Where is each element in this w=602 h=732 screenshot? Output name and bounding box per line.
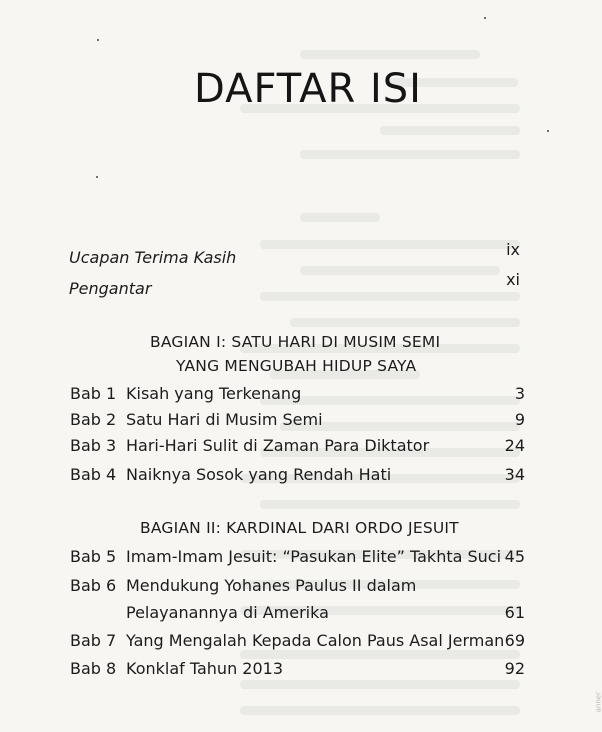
chapter-label: Bab 1 xyxy=(70,384,117,403)
chapter-page: 9 xyxy=(514,410,525,429)
chapter-title: Naiknya Sosok yang Rendah Hati xyxy=(126,465,392,484)
chapter-title-continued: Pelayanannya di Amerika xyxy=(126,603,329,622)
scanner-watermark: anner xyxy=(594,692,602,713)
chapter-label: Bab 7 xyxy=(70,631,117,650)
chapter-label: Bab 5 xyxy=(70,547,117,566)
chapter-label: Bab 2 xyxy=(70,410,117,429)
chapter-title: Imam-Imam Jesuit: “Pasukan Elite” Takhta Suci xyxy=(126,547,502,566)
dust-speck xyxy=(96,176,98,178)
chapter-label: Bab 4 xyxy=(70,465,117,484)
chapter-title: Konklaf Tahun 2013 xyxy=(126,659,284,678)
dust-speck xyxy=(547,130,549,132)
chapter-title: Satu Hari di Musim Semi xyxy=(126,410,323,429)
dust-speck xyxy=(484,17,486,19)
part-heading: YANG MENGUBAH HIDUP SAYA xyxy=(176,357,417,375)
chapter-title: Hari-Hari Sulit di Zaman Para Diktator xyxy=(126,436,430,455)
chapter-label: Bab 6 xyxy=(70,576,117,595)
toc-entry-title: Ucapan Terima Kasih xyxy=(69,248,237,267)
part-heading: BAGIAN II: KARDINAL DARI ORDO JESUIT xyxy=(140,519,459,537)
chapter-page: 3 xyxy=(514,384,525,403)
chapter-label: Bab 8 xyxy=(70,659,117,678)
toc-entry-page: ix xyxy=(506,240,520,259)
chapter-page: 61 xyxy=(504,603,525,622)
chapter-title: Yang Mengalah Kepada Calon Paus Asal Jerman xyxy=(126,631,505,650)
page-title: DAFTAR ISI xyxy=(194,66,422,112)
chapter-title: Kisah yang Terkenang xyxy=(126,384,302,403)
chapter-page: 92 xyxy=(504,659,525,678)
chapter-title: Mendukung Yohanes Paulus II dalam xyxy=(126,576,417,595)
chapter-page: 34 xyxy=(504,465,525,484)
toc-entry-title: Pengantar xyxy=(69,279,152,298)
chapter-page: 45 xyxy=(504,547,525,566)
part-heading: BAGIAN I: SATU HARI DI MUSIM SEMI xyxy=(150,333,441,351)
chapter-page: 24 xyxy=(504,436,525,455)
chapter-page: 69 xyxy=(504,631,525,650)
chapter-label: Bab 3 xyxy=(70,436,117,455)
dust-speck xyxy=(97,39,99,41)
toc-entry-page: xi xyxy=(506,270,520,289)
